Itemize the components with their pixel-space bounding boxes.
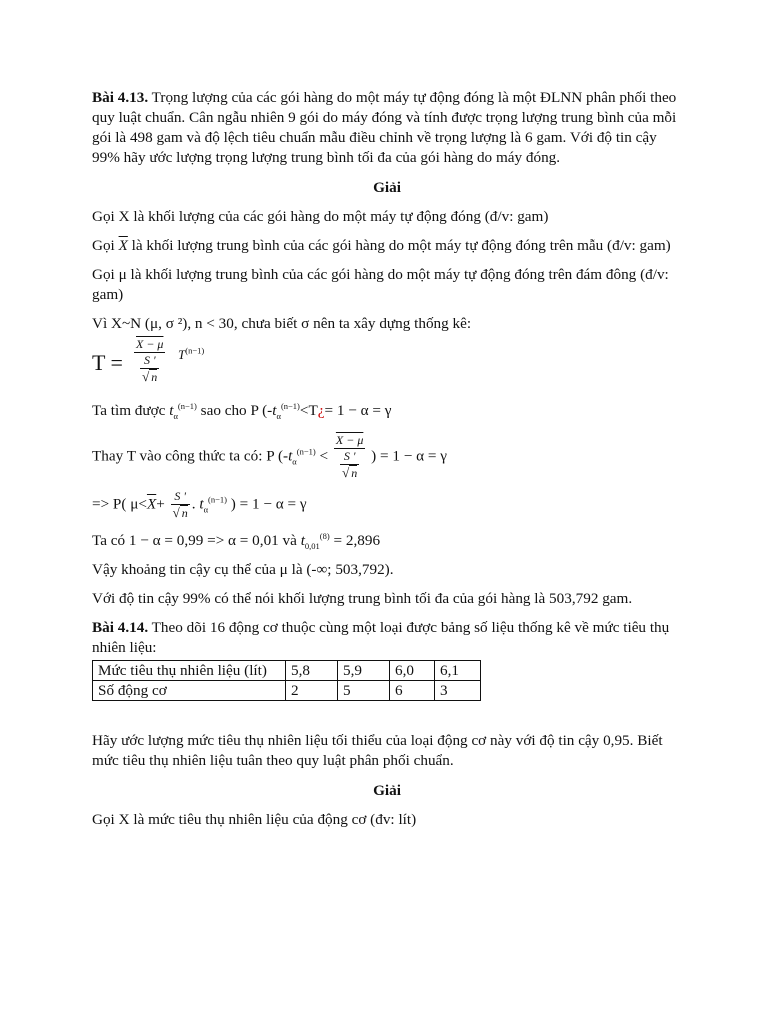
sentence-define-x: Gọi X là khối lượng của các gói hàng do một máy tự động đóng (đ/v: gam) xyxy=(92,208,549,225)
sentence-find-t: Ta tìm được $t_\alpha^{(n-1)}$ sao cho P ($-t_\alpha^{(n-1)}<T¿= 1 - \alpha = \gamma$ xyxy=(92,400,392,422)
solution-heading: Giải xyxy=(373,179,401,196)
table-row-header: Mức tiêu thụ nhiên liệu (lít) xyxy=(93,661,286,681)
sentence-probability: => P( $\mu<\overline{X}+$ $\frac{S '}{√ n}$ . $t_\alpha^{(n-1)}$ ) = 1 − α = γ xyxy=(92,489,307,520)
sentence-interval: Vậy khoảng tin cậy cụ thể của μ là (-∞; 503,792). xyxy=(92,561,394,578)
formula-fraction: $\frac{X - \mu}{\frac{S '}{√ n}}$ xyxy=(136,337,164,384)
probability-fraction: $\frac{S '}{√ n}$ xyxy=(172,489,188,520)
formula-lhs: T = xyxy=(92,350,123,375)
problem-text: Trọng lượng của các gói hàng do một máy tự động đóng là một ĐLNN phân phối theo quy luật chuẩn. Cân ngẫu nhiên 9 gói do máy đóng và tính được trọng lượng trung bình của mỗi gói là 498 gam và độ lệch tiêu chuẩn mẫu điều chỉnh về trọng lượng là 6 gam. Với độ tin cậy 99% hãy ước lượng trọng lượng trung bình tối đa của gói hàng do máy đóng. xyxy=(92,89,677,166)
xbar-symbol: $\overline{X}$ xyxy=(118,237,128,254)
sentence-define-xbar: Gọi $\overline{X}$ là khối lượng trung bình của các gói hàng do một máy tự động đóng trên mẫu (đ/v: gam) xyxy=(92,237,671,254)
problem-4-13 xyxy=(92,88,682,168)
table-cell: 6,0 xyxy=(390,661,435,681)
problem-text: Theo dõi 16 động cơ thuộc cùng một loại được bảng số liệu thống kê về mức tiêu thụ nhiên liệu: xyxy=(92,619,670,656)
table-cell: 6 xyxy=(390,681,435,701)
table-cell: 5,8 xyxy=(286,661,338,681)
problem-4-14 xyxy=(92,618,682,658)
table-cell: 6,1 xyxy=(435,661,481,681)
sentence-task: Hãy ước lượng mức tiêu thụ nhiên liệu tối thiểu của loại động cơ này với độ tin cậy 0,95. Biết mức tiêu thụ nhiên liệu tuân theo quy luật phân phối chuẩn. xyxy=(92,732,663,769)
fuel-data-table xyxy=(92,660,481,701)
sentence-statistic-intro: Vì X~N (μ, σ ²), n < 30, chưa biết σ nên ta xây dựng thống kê: xyxy=(92,315,472,332)
problem-label: Bài 4.14. xyxy=(92,619,149,636)
sentence-define-x-fuel: Gọi X là mức tiêu thụ nhiên liệu của động cơ (đv: lít) xyxy=(92,811,417,828)
sentence-alpha: Ta có 1 − α = 0,99 => α = 0,01 và $t_{0,01}^{(8)} = 2,896$ xyxy=(92,530,381,552)
formula-distribution: $T^{(n-1)}$ xyxy=(178,345,205,362)
solution-heading: Giải xyxy=(373,782,401,799)
formula-t-statistic xyxy=(92,337,682,393)
table-row-header: Số động cơ xyxy=(93,681,286,701)
problem-label: Bài 4.13. xyxy=(92,89,149,106)
table-cell: 2 xyxy=(286,681,338,701)
document-page xyxy=(92,88,682,839)
table-cell: 5,9 xyxy=(338,661,390,681)
substitute-fraction: $\frac{X - \mu}{\frac{S '}{√ n}}$ xyxy=(335,433,364,480)
table-cell: 5 xyxy=(338,681,390,701)
sentence-conclusion: Với độ tin cậy 99% có thể nói khối lượng trung bình tối đa của gói hàng là 503,792 gam. xyxy=(92,590,633,607)
table-cell: 3 xyxy=(435,681,481,701)
sentence-substitute: Thay T vào công thức ta có: P ($-t_\alpha^{(n-1)}$ < $\frac{X - \mu}{\frac{S '}{√ n}}$ ) = 1 − α = γ xyxy=(92,433,447,480)
sentence-define-mu: Gọi μ là khối lượng trung bình của các gói hàng do một máy tự động đóng trên đám đông (đ/v: gam) xyxy=(92,266,669,303)
table-row xyxy=(93,681,481,701)
table-row xyxy=(93,661,481,681)
